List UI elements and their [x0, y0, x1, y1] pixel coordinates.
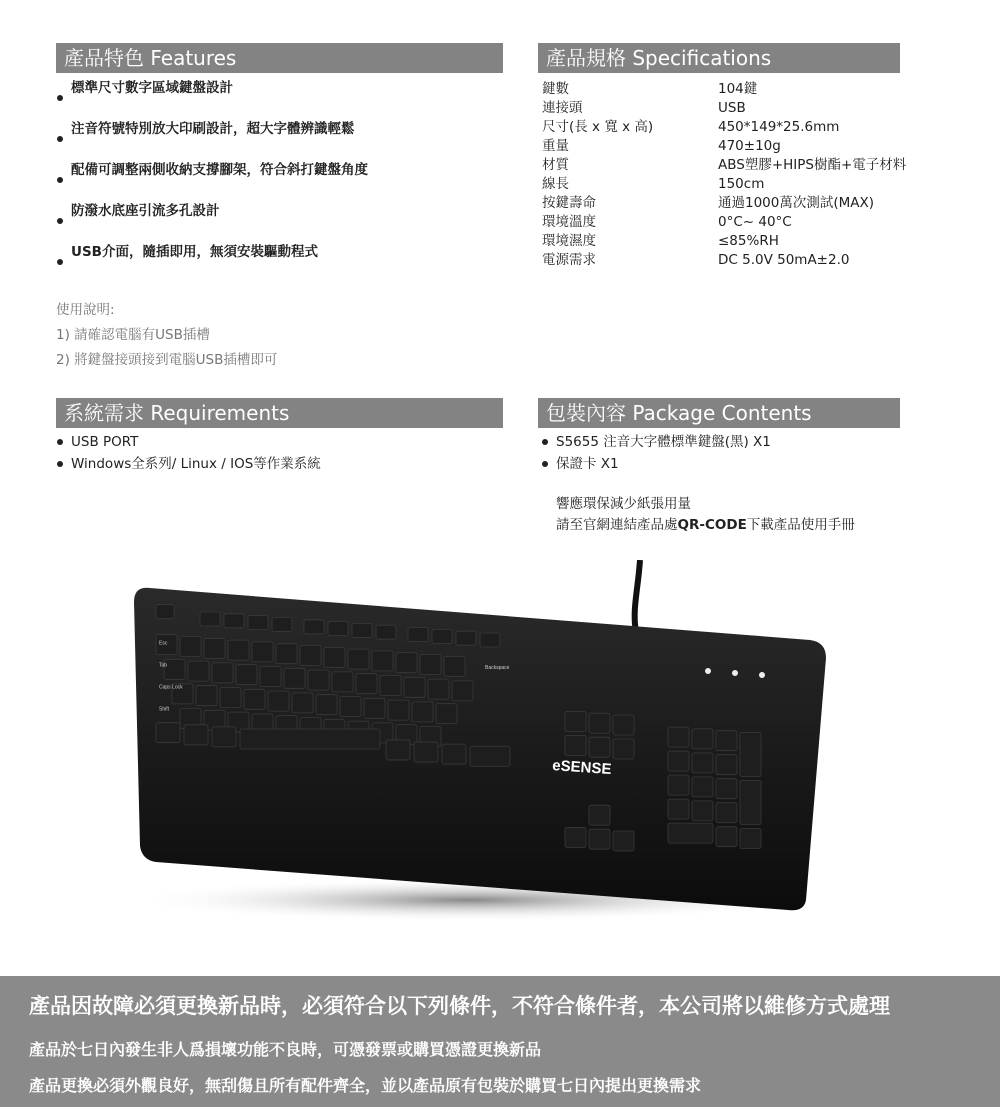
- keyboard-key: [292, 693, 313, 713]
- manual-note: [556, 515, 855, 536]
- keyboard-key-label: Caps Lock: [159, 684, 183, 691]
- keyboard-key: [565, 827, 586, 847]
- eco-note: 響應環保減少紙張用量: [556, 496, 691, 512]
- keyboard-key: [396, 653, 417, 673]
- warranty-condition-1: 產品於七日內發生非人爲損壞功能不良時，可憑發票或購買憑證更換新品: [29, 1040, 542, 1059]
- keyboard-key: [740, 829, 761, 849]
- keyboard-key: [268, 691, 289, 711]
- keyboard-key: [372, 651, 393, 671]
- warranty-condition-2: 產品更換必須外觀良好，無刮傷且所有配件齊全，並以產品原有包裝於購買七日內提出更換需求: [29, 1076, 702, 1095]
- keyboard-key: [276, 644, 297, 664]
- spec-key: 重量: [542, 138, 569, 154]
- keyboard-key: [444, 656, 465, 676]
- spec-value: 470±10g: [718, 138, 781, 154]
- keyboard-key: [308, 670, 329, 690]
- keyboard-key: [180, 637, 201, 657]
- keyboard-key: [668, 751, 689, 771]
- keyboard-key: [184, 725, 208, 745]
- keyboard-image: [120, 560, 860, 930]
- spec-key: 環境溫度: [542, 214, 596, 230]
- keyboard-key: [260, 667, 281, 687]
- spec-key: 電源需求: [542, 252, 596, 268]
- brand-logo: eSENSE: [551, 757, 612, 779]
- spec-key: 按鍵壽命: [542, 195, 596, 211]
- spec-value: ABS塑膠+HIPS樹酯+電子材料: [718, 157, 907, 173]
- keyboard-key: [589, 829, 610, 849]
- spec-value: 150cm: [718, 176, 765, 192]
- warranty-headline: 產品因故障必須更換新品時，必須符合以下列條件，不符合條件者，本公司將以維修方式處理: [29, 994, 890, 1018]
- keyboard-key: [414, 742, 438, 762]
- spec-key: 線長: [542, 176, 569, 192]
- led: [705, 668, 711, 674]
- keyboard-key: [188, 661, 209, 681]
- keyboard-key: [252, 642, 273, 662]
- keyboard-key: [692, 801, 713, 821]
- keyboard-key: [204, 638, 225, 658]
- manual-note-pre: 請至官網連結產品處: [556, 517, 678, 533]
- keyboard-key: [300, 646, 321, 666]
- keyboard-key: [364, 698, 385, 718]
- spec-value: DC 5.0V 50mA±2.0: [718, 252, 850, 268]
- spec-key: 環境濕度: [542, 233, 596, 249]
- package-item: S5655 注音大字體標準鍵盤(黑) X1: [541, 431, 771, 453]
- keyboard-key: [200, 612, 220, 626]
- keyboard-key: [220, 688, 241, 708]
- keyboard-key: [324, 647, 345, 667]
- keyboard-key-label: Tab: [159, 662, 168, 669]
- package-item: 保證卡 X1: [541, 453, 771, 475]
- qr-code-label: QR-CODE: [677, 517, 747, 533]
- keyboard-key: [668, 727, 689, 747]
- keyboard-key: [412, 702, 433, 722]
- keyboard-key: [352, 623, 372, 637]
- keyboard-key: [589, 737, 610, 757]
- keyboard-key: [196, 686, 217, 706]
- keyboard-key: [272, 617, 292, 631]
- keyboard-key: [716, 827, 737, 847]
- keyboard-key: [212, 727, 236, 747]
- keyboard-key: [480, 633, 500, 647]
- feature-item: USB介面，隨插即用，無須安裝驅動程式: [56, 241, 368, 282]
- keyboard-key: [304, 620, 324, 634]
- usage-title: 使用說明:: [56, 302, 115, 318]
- keyboard-key: [442, 744, 466, 764]
- spec-key: 材質: [542, 157, 569, 173]
- keyboard-key: [716, 755, 737, 775]
- keyboard-key: [692, 753, 713, 773]
- usage-instructions: [56, 300, 277, 375]
- keyboard-key-label: Backspace: [485, 665, 510, 672]
- keyboard-key: [740, 781, 761, 825]
- keyboard-key: [432, 629, 452, 643]
- keyboard-key: [332, 672, 353, 692]
- keyboard-key: [613, 715, 634, 735]
- keyboard-key-label: Esc: [159, 640, 168, 647]
- keyboard-key: [156, 723, 180, 743]
- keyboard-key: [692, 729, 713, 749]
- warranty-footer: [0, 976, 1000, 1107]
- keyboard-key: [668, 775, 689, 795]
- keyboard-key: [404, 677, 425, 697]
- spec-key: 尺寸(長 x 寬 x 高): [542, 119, 654, 135]
- keyboard-key: [668, 823, 713, 843]
- keyboard-key-label: Shift: [159, 706, 170, 713]
- keyboard-key: [716, 779, 737, 799]
- usage-step: 1) 請確認電腦有USB插槽: [56, 327, 210, 343]
- feature-item: 標準尺寸數字區域鍵盤設計: [56, 77, 368, 118]
- keyboard-key: [613, 739, 634, 759]
- spec-value: 0°C~ 40°C: [718, 214, 792, 230]
- keyboard-key: [613, 831, 634, 851]
- keyboard-key: [328, 622, 348, 636]
- requirement-item: Windows全系列/ Linux / IOS等作業系統: [56, 453, 321, 475]
- keyboard-key: [716, 803, 737, 823]
- keyboard-key: [380, 676, 401, 696]
- feature-item: 防潑水底座引流多孔設計: [56, 200, 368, 241]
- keyboard-key: [224, 614, 244, 628]
- features-header: 產品特色 Features: [56, 43, 503, 73]
- keyboard-key: [565, 711, 586, 731]
- spec-value: USB: [718, 100, 746, 116]
- keyboard-key: [348, 649, 369, 669]
- keyboard-key: [284, 668, 305, 688]
- keyboard-key: [456, 631, 476, 645]
- package-list: [541, 431, 771, 475]
- requirements-list: [56, 431, 321, 475]
- specs-header: 產品規格 Specifications: [538, 43, 900, 73]
- keyboard-key: [716, 731, 737, 751]
- keyboard-key: [740, 733, 761, 777]
- keyboard-key: [316, 695, 337, 715]
- keyboard-key: [470, 746, 510, 766]
- features-list: [56, 77, 368, 282]
- manual-note-post: 下載產品使用手冊: [746, 517, 855, 533]
- spec-value: 通過1000萬次測試(MAX): [718, 195, 875, 211]
- led: [759, 672, 765, 678]
- keyboard-key: [248, 616, 268, 630]
- keyboard-key: [589, 805, 610, 825]
- package-header: 包裝內容 Package Contents: [538, 398, 900, 428]
- keyboard-key: [386, 740, 410, 760]
- keyboard-key: [420, 655, 441, 675]
- keyboard-key: [240, 729, 380, 749]
- keyboard-key: [668, 799, 689, 819]
- spec-value: ≤85%RH: [718, 233, 779, 249]
- spec-value: 104鍵: [718, 81, 758, 97]
- keyboard-key: [244, 689, 265, 709]
- spec-key: 鍵數: [542, 81, 569, 97]
- package-note: [556, 494, 855, 536]
- led: [732, 670, 738, 676]
- usage-step: 2) 將鍵盤接頭接到電腦USB插槽即可: [56, 352, 278, 368]
- spec-key: 連接頭: [542, 100, 583, 116]
- keyboard-key: [692, 777, 713, 797]
- feature-item: 配備可調整兩側收納支撐腳架，符合斜打鍵盤角度: [56, 159, 368, 200]
- keyboard-key: [356, 674, 377, 694]
- keyboard-key: [565, 735, 586, 755]
- keyboard-key: [228, 640, 249, 660]
- feature-item: 注音符號特別放大印刷設計，超大字體辨識輕鬆: [56, 118, 368, 159]
- requirements-header: 系統需求 Requirements: [56, 398, 503, 428]
- keyboard-key: [388, 700, 409, 720]
- keyboard-key: [340, 697, 361, 717]
- keyboard-key: [376, 625, 396, 639]
- keyboard-key: [212, 663, 233, 683]
- requirement-item: USB PORT: [56, 431, 321, 453]
- keyboard-key: [408, 628, 428, 642]
- keyboard-key: [428, 679, 449, 699]
- keyboard-cable: [635, 560, 640, 632]
- keyboard-key: [589, 713, 610, 733]
- keyboard-key: [156, 605, 174, 619]
- keyboard-key: [436, 704, 457, 724]
- keyboard-key: [236, 665, 257, 685]
- keyboard-key: [452, 681, 473, 701]
- spec-value: 450*149*25.6mm: [718, 119, 840, 135]
- keyboard-key: [164, 659, 185, 679]
